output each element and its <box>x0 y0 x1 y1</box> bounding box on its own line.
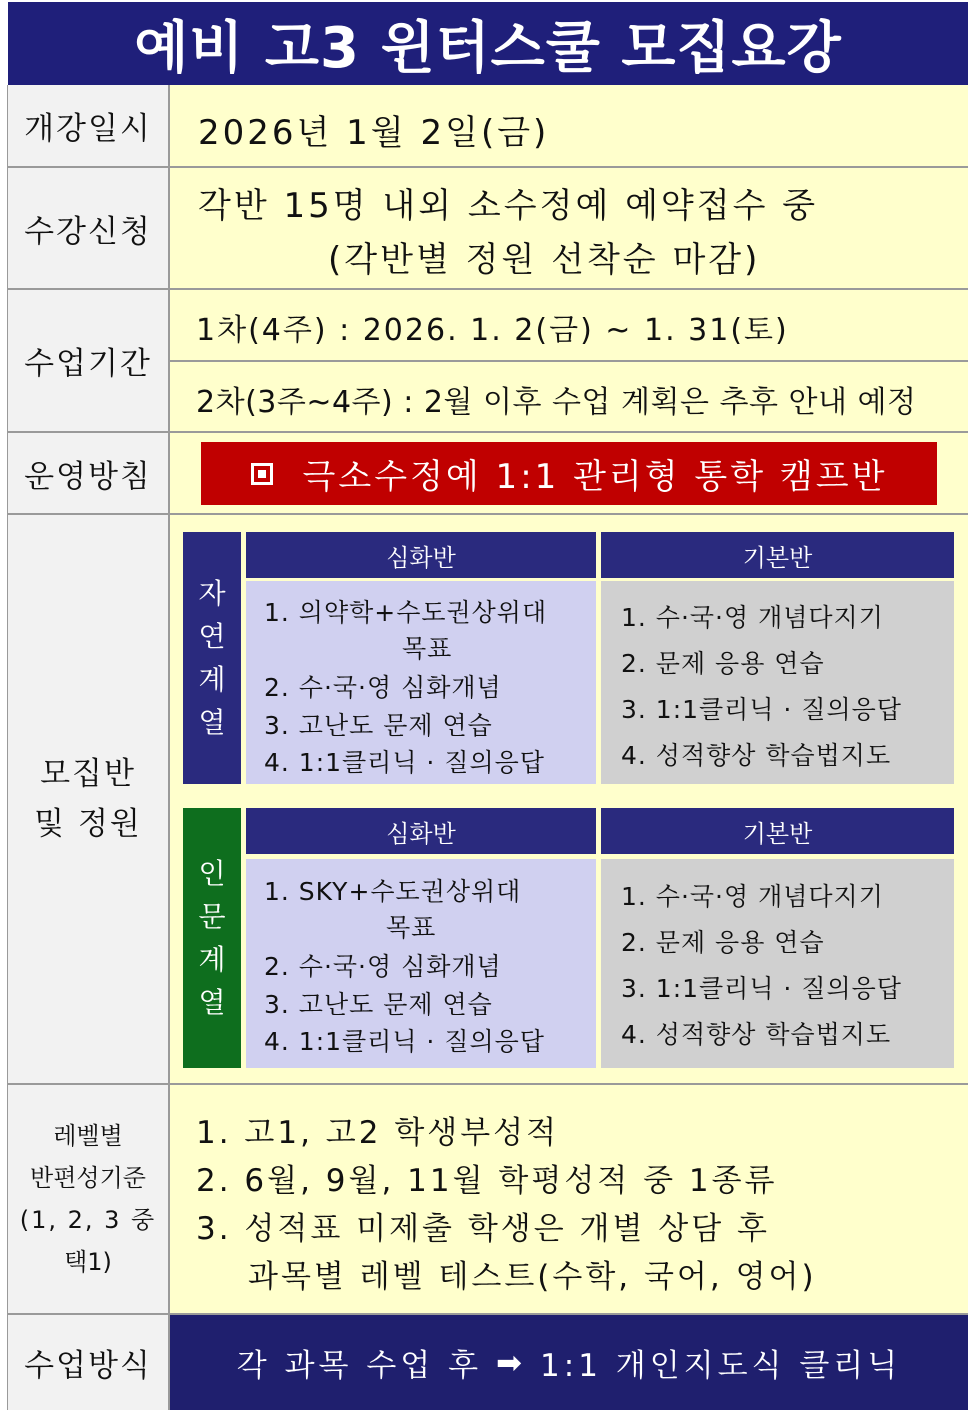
list-item: 2. 수·국·영 심화개념 <box>264 673 502 702</box>
recruit-label-line2: 및 정원 <box>34 806 142 842</box>
humanities-advanced-header: 심화반 <box>246 808 596 854</box>
list-item: 3. 1:1클리닉 · 질의응답 <box>621 974 902 1003</box>
list-item: 3. 고난도 문제 연습 <box>264 711 493 740</box>
science-label-char: 자 <box>198 577 226 610</box>
list-item: 목표 <box>402 634 453 663</box>
method-part2: 1:1 개인지도식 클리닉 <box>540 1348 902 1384</box>
list-item: 3. 1:1클리닉 · 질의응답 <box>621 695 902 724</box>
row-label-method: 수업방식 <box>8 1315 168 1410</box>
list-item: 3. 고난도 문제 연습 <box>264 990 493 1019</box>
list-item: 4. 1:1클리닉 · 질의응답 <box>264 748 545 777</box>
row-cell-opening <box>170 85 968 168</box>
row-cell-level <box>170 1085 968 1315</box>
level-item2: 2. 6월, 9월, 11월 학평성적 중 1종류 <box>196 1163 778 1199</box>
period-line2: 2차(3주~4주) : 2월 이후 수업 계획은 추후 안내 예정 <box>196 385 917 420</box>
square-bullet-icon <box>251 463 273 485</box>
policy-text: 극소수정예 1:1 관리형 통학 캠프반 <box>302 457 888 497</box>
level-item3a: 3. 성적표 미제출 학생은 개별 상담 후 <box>196 1211 770 1247</box>
level-item1: 1. 고1, 고2 학생부성적 <box>196 1115 560 1151</box>
list-item: 1. 수·국·영 개념다지기 <box>621 603 884 632</box>
row-label-opening: 개강일시 <box>8 85 168 168</box>
humanities-advanced-box <box>246 859 596 1068</box>
method-part1: 각 과목 수업 후 <box>236 1348 483 1384</box>
level-label-line4: 택1) <box>64 1248 112 1276</box>
list-item: 4. 성적향상 학습법지도 <box>621 1020 892 1049</box>
science-track-label <box>183 532 241 784</box>
list-item: 2. 문제 응용 연습 <box>621 928 825 957</box>
humanities-label-char: 열 <box>198 986 226 1019</box>
list-item: 목표 <box>386 913 437 942</box>
list-item: 4. 성적향상 학습법지도 <box>621 741 892 770</box>
science-basic-header: 기본반 <box>601 532 954 578</box>
science-label-char: 연 <box>198 620 226 653</box>
policy-banner <box>201 442 937 505</box>
row-label-apply: 수강신청 <box>8 168 168 290</box>
method-bar <box>170 1315 968 1410</box>
science-basic-box <box>601 581 954 784</box>
science-advanced-header: 심화반 <box>246 532 596 578</box>
science-label-char: 열 <box>198 706 226 739</box>
apply-line2: (각반별 정원 선착순 마감) <box>328 240 761 280</box>
list-item: 2. 문제 응용 연습 <box>621 649 825 678</box>
row-label-policy: 운영방침 <box>8 433 168 515</box>
level-label-line2: 반편성기준 <box>30 1164 146 1192</box>
list-item: 2. 수·국·영 심화개념 <box>264 952 502 981</box>
period-divider <box>170 360 968 362</box>
right-arrow-icon: ➡ <box>496 1344 527 1381</box>
apply-line1: 각반 15명 내외 소수정예 예약접수 중 <box>198 186 819 226</box>
humanities-label-char: 문 <box>198 900 226 933</box>
recruit-label-line1: 모집반 <box>40 756 136 792</box>
label-column-divider <box>168 85 170 1410</box>
row-cell-apply <box>170 168 968 290</box>
list-item: 1. 의약학+수도권상위대 <box>264 598 548 627</box>
row-label-period: 수업기간 <box>8 290 168 433</box>
humanities-track-label <box>183 808 241 1068</box>
row-label-level <box>8 1085 168 1315</box>
level-label-line1: 레벨별 <box>53 1122 123 1150</box>
humanities-basic-box <box>601 859 954 1068</box>
level-label-line3: (1, 2, 3 중 <box>19 1206 157 1234</box>
list-item: 1. 수·국·영 개념다지기 <box>621 882 884 911</box>
humanities-label-char: 인 <box>198 857 226 890</box>
science-label-char: 계 <box>198 663 226 696</box>
science-advanced-box <box>246 581 596 784</box>
page-title: 예비 고3 윈터스쿨 모집요강 <box>8 2 968 85</box>
opening-date: 2026년 1월 2일(금) <box>198 113 550 153</box>
level-item3b: 과목별 레벨 테스트(수학, 국어, 영어) <box>248 1259 817 1295</box>
period-line1: 1차(4주) : 2026. 1. 2(금) ~ 1. 31(토) <box>196 313 789 348</box>
list-item: 1. SKY+수도권상위대 <box>264 877 522 906</box>
humanities-basic-header: 기본반 <box>601 808 954 854</box>
list-item: 4. 1:1클리닉 · 질의응답 <box>264 1027 545 1056</box>
row-label-recruit <box>8 515 168 1085</box>
humanities-label-char: 계 <box>198 943 226 976</box>
